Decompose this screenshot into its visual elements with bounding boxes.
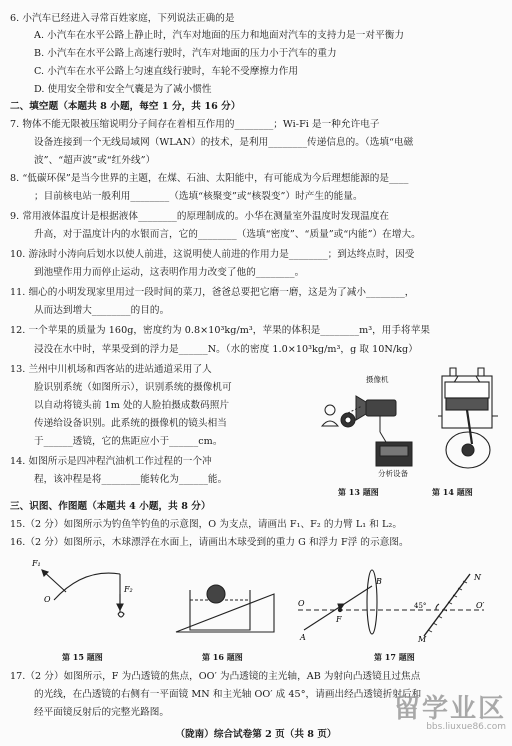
camera-label: 摄像机 xyxy=(366,375,389,384)
q14-line2: 程，该冲程是将________能转化为______能。 xyxy=(34,474,228,485)
q17-line2: 的光线，在凸透镜的右侧有一平面镜 MN 和主光轴 OO′ 成 45°，请画出经凸透镜折射后和 xyxy=(34,689,422,700)
page-footer: （陇南）综合试卷第 2 页（共 8 页） xyxy=(175,729,337,740)
fig16-caption: 第 16 题图 xyxy=(202,652,243,662)
point-b-label: B xyxy=(376,577,382,586)
person-body-icon xyxy=(322,421,338,426)
q6-option-a: A. 小汽车在水平公路上静止时，汽车对地面的压力和地面对汽车的支持力是一对平衡力 xyxy=(34,30,404,41)
figure-17 xyxy=(294,556,494,642)
fishing-rod-icon xyxy=(54,573,120,600)
q6-option-b: B. 小汽车在水平公路上高速行驶时，汽车对地面的压力小于汽车的重力 xyxy=(34,48,337,59)
q7-line1: 7. 物体不能无限被压缩说明分子间存在着相互作用的________；Wi-Fi 是一种允许电子 xyxy=(10,119,380,130)
q13-line2: 脸识别系统（如图所示），识别系统的摄像机可 xyxy=(34,382,232,393)
q9-line2: 升高，对于温度计内的水银而言，它的________（选填“密度”、“质量”或“内能”）在增大。 xyxy=(34,229,421,240)
piston-icon xyxy=(446,398,488,410)
figure-15 xyxy=(28,556,148,638)
q6-stem: 6. 小汽车已经进入寻常百姓家庭，下列说法正确的是 xyxy=(10,13,235,24)
figure-16 xyxy=(170,560,280,640)
q10-line2: 到池壁作用力而停止运动，这表明作用力改变了他的________。 xyxy=(34,267,305,278)
spark-plug-icon xyxy=(450,368,484,376)
focus-f-label: F xyxy=(336,615,342,624)
device-label: 分析设备 xyxy=(378,469,408,478)
point-m-label: M xyxy=(418,635,427,644)
q8-line1: 8. “低碳环保”是当今世界的主题，在煤、石油、太阳能中，有可能成为今后理想能源的是____ xyxy=(10,173,409,184)
fig14-caption: 第 14 题图 xyxy=(432,487,473,497)
q13-line1: 13. 兰州中川机场和西客站的进站通道采用了人 xyxy=(10,364,212,375)
q14-line1: 14. 如图所示是四冲程汽油机工作过程的一个冲 xyxy=(10,456,212,467)
force-f2-arrowhead xyxy=(117,604,123,610)
figure-14 xyxy=(432,362,504,474)
q9-line1: 9. 常用液体温度计是根据液体________的原理制成的。小华在测量室外温度时发现温度在 xyxy=(10,211,390,222)
fig13-caption: 第 13 题图 xyxy=(338,487,379,497)
q11-line1: 11. 细心的小明发现家里用过一段时间的菜刀，爸爸总要把它磨一磨，这是为了减小________， xyxy=(10,287,415,298)
point-o-prime-label: O′ xyxy=(476,601,485,610)
q16-line: 16.（2 分）如图所示，木球漂浮在水面上，请画出木球受到的重力 G 和浮力 F浮 的示意图。 xyxy=(10,537,409,548)
plane-mirror-mn xyxy=(424,574,470,636)
figure-13 xyxy=(318,366,428,476)
q10-line1: 10. 游泳时小涛向后划水以使人前进，这说明使人前进的作用力是________；到达终点时，因受 xyxy=(10,249,415,260)
q6-option-d: D. 使用安全带和安全气囊是为了减小惯性 xyxy=(34,84,212,95)
fish-icon xyxy=(118,612,124,617)
q12-line1: 12. 一个苹果的质量为 160g，密度约为 0.8×10³kg/m³，苹果的体积是________m³，用手将苹果 xyxy=(10,325,430,336)
section2-heading: 二、填空题（本题共 8 小题，每空 1 分，共 16 分） xyxy=(10,101,241,112)
point-o-label: O xyxy=(298,599,305,608)
q6-option-c: C. 小汽车在水平公路上匀速直线行驶时，车轮不受摩擦力作用 xyxy=(34,66,298,77)
q15-line: 15.（2 分）如图所示为钓鱼竿钓鱼的示意图，O 为支点，请画出 F₁、F₂ 的力臂 L₁ 和 L₂。 xyxy=(10,519,402,530)
point-a-label: A xyxy=(300,633,306,642)
q11-line2: 从而达到增大________的目的。 xyxy=(34,305,170,316)
watermark xyxy=(394,688,506,732)
watermark-brand: 留学业区 xyxy=(393,694,506,724)
q12-line2: 浸没在水中时，苹果受到的浮力是______N。（水的密度 1.0×10³kg/m³，g 取 10N/kg） xyxy=(34,344,418,355)
pivot-o-label: O xyxy=(44,595,51,604)
fig17-caption: 第 17 题图 xyxy=(374,652,415,662)
wood-ball-icon xyxy=(207,585,225,603)
section3-heading: 三、识图、作图题（本题共 4 小题，共 8 分） xyxy=(10,501,211,512)
q17-line3: 经平面镜反射后的完整光路图。 xyxy=(34,707,170,718)
q7-line2: 设备连接到一个无线局域网（WLAN）的技术，是利用________传递信息的。（选填“电磁 xyxy=(34,137,414,148)
angle-label: 45° xyxy=(414,602,427,610)
person-head-icon xyxy=(325,405,335,415)
q13-line3: 以自动将镜头前 1m 处的人脸拍摄成数码照片 xyxy=(34,400,230,411)
f2-label: F₂ xyxy=(124,585,133,594)
q7-line3: 波”、“超声波”或“红外线”） xyxy=(34,155,156,166)
f1-label: F₁ xyxy=(32,559,41,568)
q8-line2: ；目前核电站一般利用________（选填“核聚变”或“核裂变”）时产生的能量。 xyxy=(34,191,363,202)
point-n-label: N xyxy=(474,573,481,582)
q13-line5: 于______透镜，它的焦距应小于______cm。 xyxy=(34,436,223,447)
focus-point xyxy=(338,608,341,611)
fig15-caption: 第 15 题图 xyxy=(62,652,103,662)
camera-icon xyxy=(366,400,396,416)
watermark-url: bbs.liuxue86.com xyxy=(426,722,506,732)
q17-line1: 17.（2 分）如图所示，F 为凸透镜的焦点，OO′ 为凸透镜的主光轴，AB 为射向凸透镜且过焦点 xyxy=(10,671,421,682)
q13-line4: 传递给设备识别。此系统的摄像机的镜头相当 xyxy=(34,418,227,429)
